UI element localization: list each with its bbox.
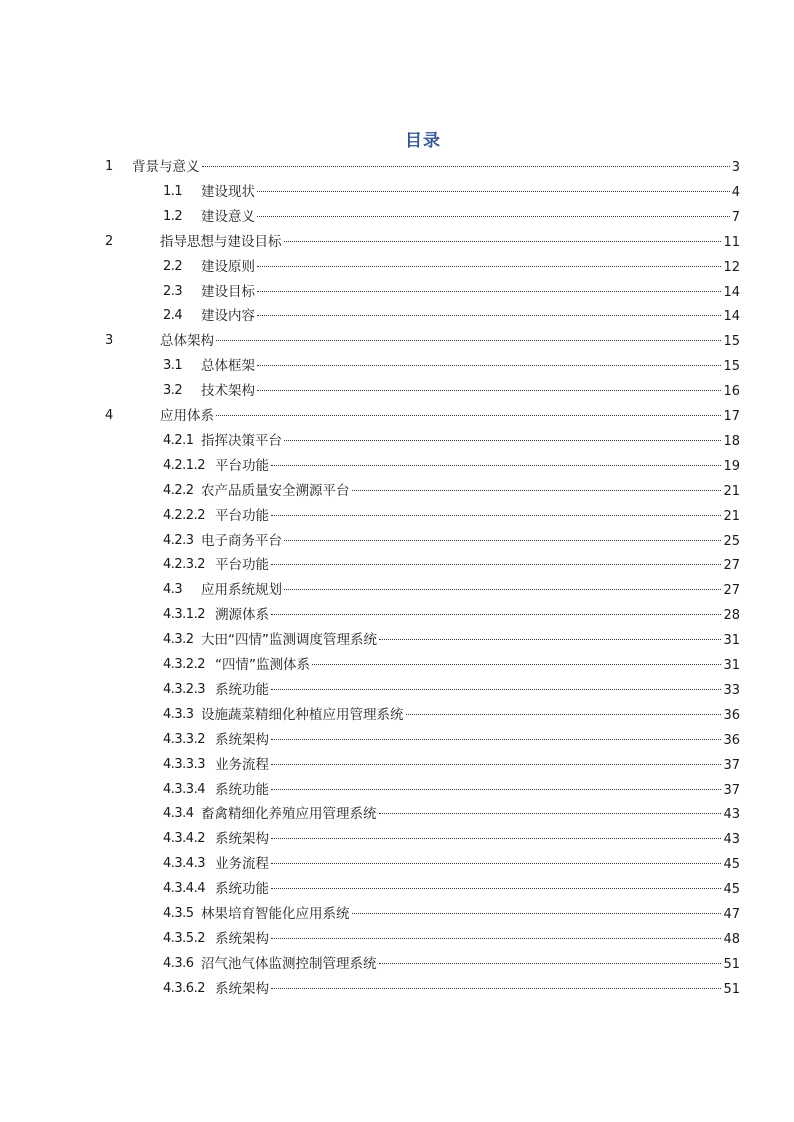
dot-leader <box>271 550 721 565</box>
toc-entry[interactable] <box>0 354 794 378</box>
toc-entry-page: 36 <box>723 732 740 748</box>
dot-leader <box>257 351 721 366</box>
dot-leader <box>271 849 721 864</box>
toc-entry-page: 51 <box>723 956 740 972</box>
toc-entry-page: 47 <box>723 907 740 922</box>
toc-entry[interactable] <box>0 429 794 453</box>
toc-entry-label: 系统架构 <box>215 731 269 748</box>
toc-entry-page: 45 <box>723 882 740 898</box>
dot-leader <box>271 874 721 889</box>
toc-entry[interactable] <box>0 180 794 204</box>
toc-entry-label: 溯源体系 <box>215 607 269 624</box>
toc-entry-line <box>215 977 740 1002</box>
toc-entry-label: 畜禽精细化养殖应用管理系统 <box>201 806 377 823</box>
toc-entry[interactable] <box>0 280 794 304</box>
toc-entry-label: 系统功能 <box>215 881 269 898</box>
toc-entry[interactable] <box>0 603 794 627</box>
toc-entry-page: 28 <box>723 608 740 624</box>
toc-entry-page: 31 <box>723 633 740 649</box>
toc-entry[interactable] <box>0 155 794 179</box>
dot-leader <box>271 974 721 989</box>
toc-entry-label: 平台功能 <box>215 557 269 574</box>
toc-entry-number: 2.2 <box>163 258 183 274</box>
toc-entry-page: 18 <box>723 433 740 449</box>
toc-entry-number: 4.3.5 <box>163 906 194 921</box>
dot-leader <box>379 625 721 640</box>
toc-entry[interactable] <box>0 304 794 328</box>
dot-leader <box>257 252 721 267</box>
toc-entry-label: 林果培育智能化应用系统 <box>201 906 350 922</box>
toc-entry-number: 1.2 <box>163 208 183 224</box>
toc-entry-page: 16 <box>723 384 740 400</box>
toc-entry-number: 4 <box>105 408 113 423</box>
toc-entry-label: 系统架构 <box>215 831 269 848</box>
toc-entry[interactable] <box>0 802 794 826</box>
toc-entry[interactable] <box>0 529 794 553</box>
dot-leader <box>216 326 721 341</box>
toc-entry-page: 36 <box>723 707 740 723</box>
dot-leader <box>271 924 721 939</box>
toc-entry-number: 4.3.6 <box>163 955 194 971</box>
toc-entry-label: “四情”监测体系 <box>215 657 310 673</box>
toc-entry-page: 21 <box>723 483 740 499</box>
dot-leader <box>257 177 730 192</box>
toc-entry-label: 技术架构 <box>201 383 255 400</box>
dot-leader <box>271 725 721 740</box>
toc-entry-label: 总体框架 <box>201 358 255 375</box>
toc-entry-number: 4.2.2.2 <box>163 507 205 523</box>
toc-entry-number: 4.3 <box>163 582 183 598</box>
toc-entry[interactable] <box>0 877 794 901</box>
toc-entry-label: 应用体系 <box>160 408 214 424</box>
toc-entry-number: 3.1 <box>163 358 183 374</box>
dot-leader <box>271 451 721 466</box>
dot-leader <box>406 700 722 715</box>
toc-entry-label: 指导思想与建设目标 <box>160 233 282 250</box>
toc-entry-label: 总体架构 <box>160 333 214 350</box>
toc-entry-page: 4 <box>731 184 740 200</box>
toc-entry-label: 业务流程 <box>215 856 269 873</box>
dot-leader <box>284 575 721 590</box>
toc-entry-number: 2.4 <box>163 308 183 324</box>
toc-entry[interactable] <box>0 504 794 528</box>
dot-leader <box>271 775 721 790</box>
toc-entry-page: 27 <box>723 558 740 574</box>
toc-entry-label: 设施蔬菜精细化种植应用管理系统 <box>201 706 404 723</box>
toc-entry-number: 3.2 <box>163 383 183 399</box>
toc-entry-number: 4.2.3 <box>163 532 194 548</box>
toc-entry-number: 4.3.4 <box>163 806 194 822</box>
toc-entry-number: 4.3.4.4 <box>163 881 205 897</box>
toc-entry-number: 4.3.4.3 <box>163 856 205 872</box>
toc-entry-page: 45 <box>723 857 740 873</box>
toc-entry[interactable] <box>0 628 794 652</box>
toc-entry-page: 43 <box>723 832 740 848</box>
toc-entry[interactable] <box>0 852 794 876</box>
dot-leader <box>257 202 730 217</box>
toc-entry[interactable] <box>0 379 794 403</box>
toc-entry-number: 4.3.2.3 <box>163 681 205 697</box>
toc-entry-number: 4.3.3.2 <box>163 731 205 747</box>
toc-entry-page: 19 <box>723 458 740 474</box>
toc-entry-number: 4.3.4.2 <box>163 831 205 847</box>
dot-leader <box>216 401 721 416</box>
dot-leader <box>257 301 721 316</box>
toc-entry-label: 建设原则 <box>201 258 255 275</box>
toc-entry-label: 系统架构 <box>215 980 269 997</box>
dot-leader <box>271 675 721 690</box>
toc-entry[interactable] <box>0 927 794 951</box>
toc-entry[interactable] <box>0 553 794 577</box>
toc-entry[interactable] <box>0 578 794 602</box>
toc-entry-number: 2.3 <box>163 283 183 299</box>
toc-entry-page: 48 <box>723 931 740 947</box>
toc-entry-page: 15 <box>723 334 740 350</box>
toc-entry-label: 背景与意义 <box>132 159 200 175</box>
toc-entry-number: 4.3.2.2 <box>163 657 205 672</box>
dot-leader <box>271 750 721 765</box>
dot-leader <box>352 476 722 491</box>
toc-entry-number: 4.3.3.4 <box>163 781 205 797</box>
dot-leader <box>284 426 721 441</box>
toc-entry-number: 4.2.2 <box>163 482 194 498</box>
toc-entry[interactable] <box>0 977 794 1001</box>
toc-entry-label: 系统功能 <box>215 781 269 798</box>
toc-entry[interactable] <box>0 205 794 229</box>
toc-entry[interactable] <box>0 653 794 677</box>
dot-leader <box>202 152 730 167</box>
toc-entry-label: 建设目标 <box>201 283 255 300</box>
toc-entry[interactable] <box>0 230 794 254</box>
dot-leader <box>312 650 721 665</box>
toc-entry-number: 2 <box>105 233 113 249</box>
dot-leader <box>257 376 721 391</box>
dot-leader <box>379 949 722 964</box>
toc-entry-label: 平台功能 <box>215 457 269 474</box>
toc-entry-label: 系统功能 <box>215 681 269 698</box>
toc-title: 目录 <box>405 131 441 151</box>
dot-leader <box>284 526 721 541</box>
toc-entry[interactable] <box>0 678 794 702</box>
toc-entry[interactable] <box>0 454 794 478</box>
toc-entry-number: 4.3.5.2 <box>163 930 205 946</box>
dot-leader <box>257 277 721 292</box>
toc-entry-label: 指挥决策平台 <box>201 432 282 449</box>
toc-entry-label: 建设现状 <box>201 183 255 200</box>
toc-entry-number: 4.2.1 <box>163 432 194 448</box>
toc-entry[interactable] <box>0 329 794 353</box>
toc-entry-page: 7 <box>731 209 740 225</box>
toc-entry[interactable] <box>0 479 794 503</box>
toc-entry-label: 应用系统规划 <box>201 582 282 599</box>
toc-entry[interactable] <box>0 753 794 777</box>
toc-entry-page: 14 <box>723 309 740 325</box>
toc-entry-page: 25 <box>723 533 740 549</box>
toc-entry-number: 4.3.1.2 <box>163 607 205 623</box>
toc-entry-page: 3 <box>731 160 740 175</box>
toc-entry-label: 建设内容 <box>201 308 255 325</box>
toc-entry[interactable] <box>0 703 794 727</box>
toc-entry[interactable] <box>0 404 794 428</box>
toc-entry[interactable] <box>0 728 794 752</box>
toc-entry-page: 37 <box>723 757 740 773</box>
toc-entry-number: 1.1 <box>163 183 183 199</box>
toc-entry-label: 平台功能 <box>215 507 269 524</box>
toc-entry-page: 11 <box>723 234 740 250</box>
toc-entry-number: 4.2.3.2 <box>163 557 205 573</box>
toc-entry-page: 37 <box>723 782 740 798</box>
toc-entry-page: 12 <box>723 259 740 275</box>
dot-leader <box>352 899 722 914</box>
toc-entry[interactable] <box>0 255 794 279</box>
dot-leader <box>271 824 721 839</box>
toc-entry[interactable] <box>0 778 794 802</box>
dot-leader <box>271 501 721 516</box>
toc-entry-number: 1 <box>105 159 113 174</box>
dot-leader <box>379 799 722 814</box>
toc-entry-number: 4.2.1.2 <box>163 457 205 473</box>
toc-entry-label: 系统架构 <box>215 930 269 947</box>
toc-entry[interactable] <box>0 827 794 851</box>
toc-entry-number: 4.3.3.3 <box>163 756 205 772</box>
toc-entry-page: 43 <box>723 807 740 823</box>
toc-entry-page: 17 <box>723 409 740 424</box>
toc-entry-page: 15 <box>723 359 740 375</box>
toc-entry-page: 27 <box>723 583 740 599</box>
toc-entry-label: 沼气池气体监测控制管理系统 <box>201 955 377 972</box>
toc-entry-number: 4.3.6.2 <box>163 980 205 996</box>
toc-entry-label: 业务流程 <box>215 756 269 773</box>
toc-entry[interactable] <box>0 952 794 976</box>
toc-entry-label: 建设意义 <box>201 208 255 225</box>
toc-entry[interactable] <box>0 902 794 926</box>
dot-leader <box>271 600 721 615</box>
toc-entry-page: 33 <box>723 682 740 698</box>
toc-entry-page: 31 <box>723 658 740 673</box>
toc-entry-number: 3 <box>105 333 113 349</box>
dot-leader <box>284 227 722 242</box>
toc-entry-label: 农产品质量安全溯源平台 <box>201 482 350 499</box>
toc-entry-page: 14 <box>723 284 740 300</box>
toc-entry-label: 大田“四情”监测调度管理系统 <box>201 632 377 649</box>
toc-entry-number: 4.3.3 <box>163 706 194 722</box>
toc-entry-page: 51 <box>723 981 740 997</box>
toc-entry-page: 21 <box>723 508 740 524</box>
toc-entry-number: 4.3.2 <box>163 632 194 648</box>
toc-entry-label: 电子商务平台 <box>201 532 282 549</box>
